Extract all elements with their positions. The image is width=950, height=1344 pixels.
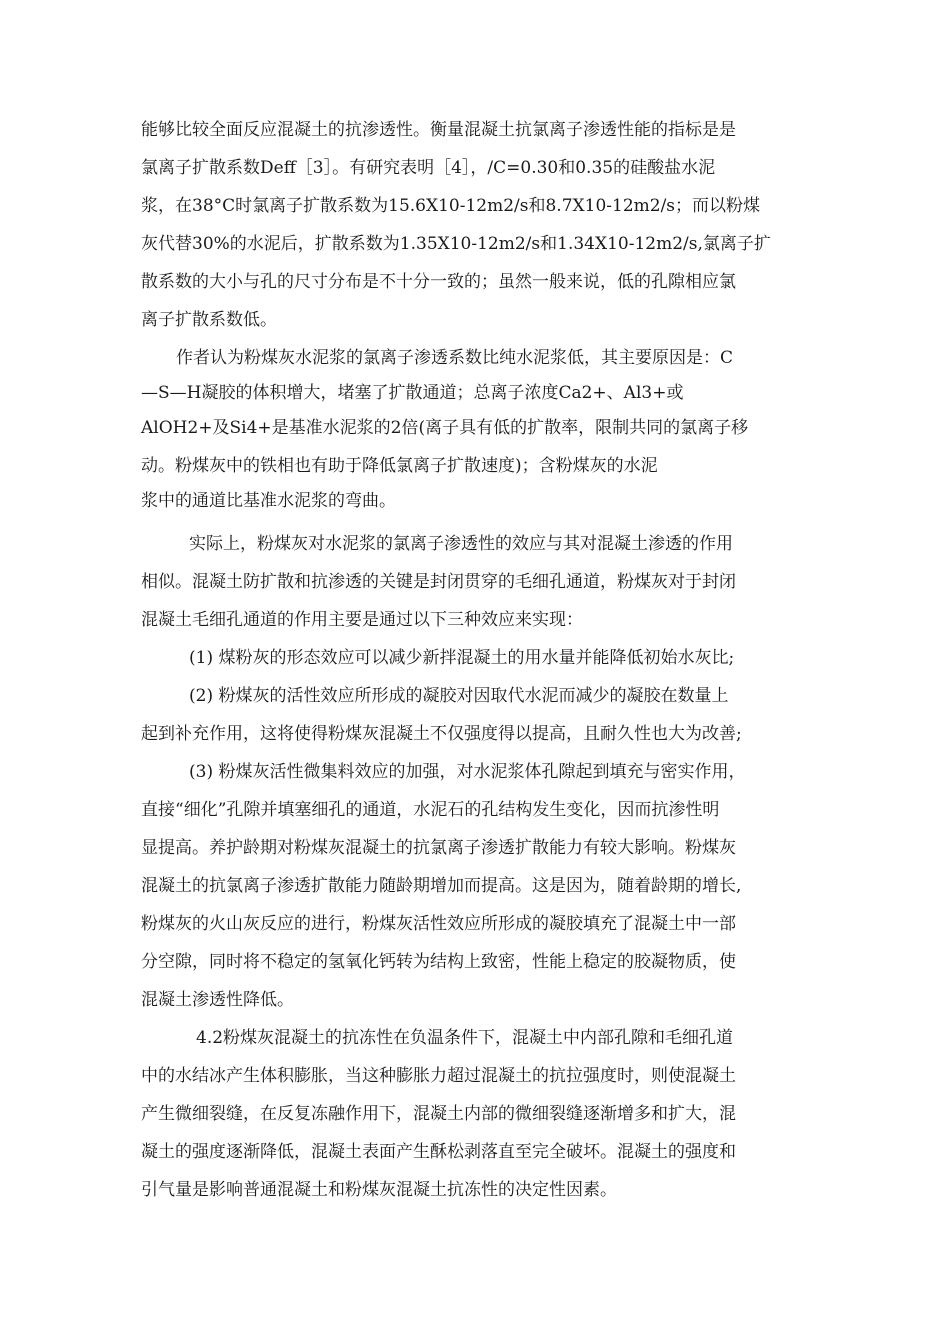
text-line: 中的水结冰产生体积膨胀，当这种膨胀力超过混凝土的抗拉强度时，则使混凝土 [141, 1066, 736, 1086]
text-line: 实际上，粉煤灰对水泥浆的氯离子渗透性的效应与其对混凝土渗透的作用 [189, 534, 733, 554]
text-line: 混凝土渗透性降低。 [141, 990, 294, 1010]
text-line: 离子扩散系数低。 [141, 310, 277, 330]
text-line: 相似。混凝土防扩散和抗渗透的关键是封闭贯穿的毛细孔通道，粉煤灰对于封闭 [141, 572, 736, 592]
text-line: 产生微细裂缝，在反复冻融作用下，混凝土内部的微细裂缝逐渐增多和扩大，混 [141, 1104, 736, 1124]
text-line: 分空隙，同时将不稳定的氢氧化钙转为结构上致密，性能上稳定的胶凝物质，使 [141, 952, 736, 972]
text-line: 直接“细化”孔隙并填塞细孔的通道，水泥石的孔结构发生变化，因而抗渗性明 [141, 800, 720, 820]
text-line: 4.2粉煤灰混凝土的抗冻性在负温条件下，混凝土中内部孔隙和毛细孔道 [196, 1028, 734, 1048]
text-line: 引气量是影响普通混凝土和粉煤灰混凝土抗冻性的决定性因素。 [141, 1180, 617, 1200]
text-line: 作者认为粉煤灰水泥浆的氯离子渗透系数比纯水泥浆低，其主要原因是：C [176, 348, 734, 368]
text-line: (2) 粉煤灰的活性效应所形成的凝胶对因取代水泥而减少的凝胶在数量上 [189, 686, 729, 706]
text-line: 能够比较全面反应混凝土的抗渗透性。衡量混凝土抗氯离子渗透性能的指标是是 [141, 120, 736, 140]
text-line: 起到补充作用，这将使得粉煤灰混凝土不仅强度得以提高，且耐久性也大为改善; [141, 724, 742, 744]
text-line: 散系数的大小与孔的尺寸分布是不十分一致的；虽然一般来说，低的孔隙相应氯 [141, 272, 736, 292]
text-line: AlOH2+及Si4+是基准水泥浆的2倍(离子具有低的扩散率，限制共同的氯离子移 [141, 418, 749, 438]
text-line: 灰代替30%的水泥后，扩散系数为1.35X10-12m2/s和1.34X10-12m2/s,氯离子扩 [141, 234, 771, 254]
text-line: —S—H凝胶的体积增大，堵塞了扩散通道；总离子浓度Ca2+、Al3+或 [141, 383, 684, 403]
text-line: 粉煤灰的火山灰反应的进行，粉煤灰活性效应所形成的凝胶填充了混凝土中一部 [141, 914, 736, 934]
text-line: 凝土的强度逐渐降低，混凝土表面产生酥松剥落直至完全破坏。混凝土的强度和 [141, 1142, 736, 1162]
text-line: 氯离子扩散系数Deff［3］。有研究表明［4］，/C=0.30和0.35的硅酸盐水泥 [141, 158, 716, 178]
text-line: 混凝土毛细孔通道的作用主要是通过以下三种效应来实现： [141, 610, 583, 630]
text-line: 动。粉煤灰中的铁相也有助于降低氯离子扩散速度)；含粉煤灰的水泥 [141, 456, 658, 476]
text-line: (1) 煤粉灰的形态效应可以减少新拌混凝土的用水量并能降低初始水灰比; [189, 648, 735, 668]
text-line: 浆中的通道比基准水泥浆的弯曲。 [141, 491, 396, 511]
text-line: 显提高。养护龄期对粉煤灰混凝土的抗氯离子渗透扩散能力有较大影响。粉煤灰 [141, 838, 736, 858]
text-line: 浆，在38°C时氯离子扩散系数为15.6X10-12m2/s和8.7X10-12m2/s；而以粉煤 [141, 196, 761, 216]
text-line: 混凝土的抗氯离子渗透扩散能力随龄期增加而提高。这是因为，随着龄期的增长, [141, 876, 742, 896]
text-line: (3) 粉煤灰活性微集料效应的加强，对水泥浆体孔隙起到填充与密实作用， [189, 762, 746, 782]
